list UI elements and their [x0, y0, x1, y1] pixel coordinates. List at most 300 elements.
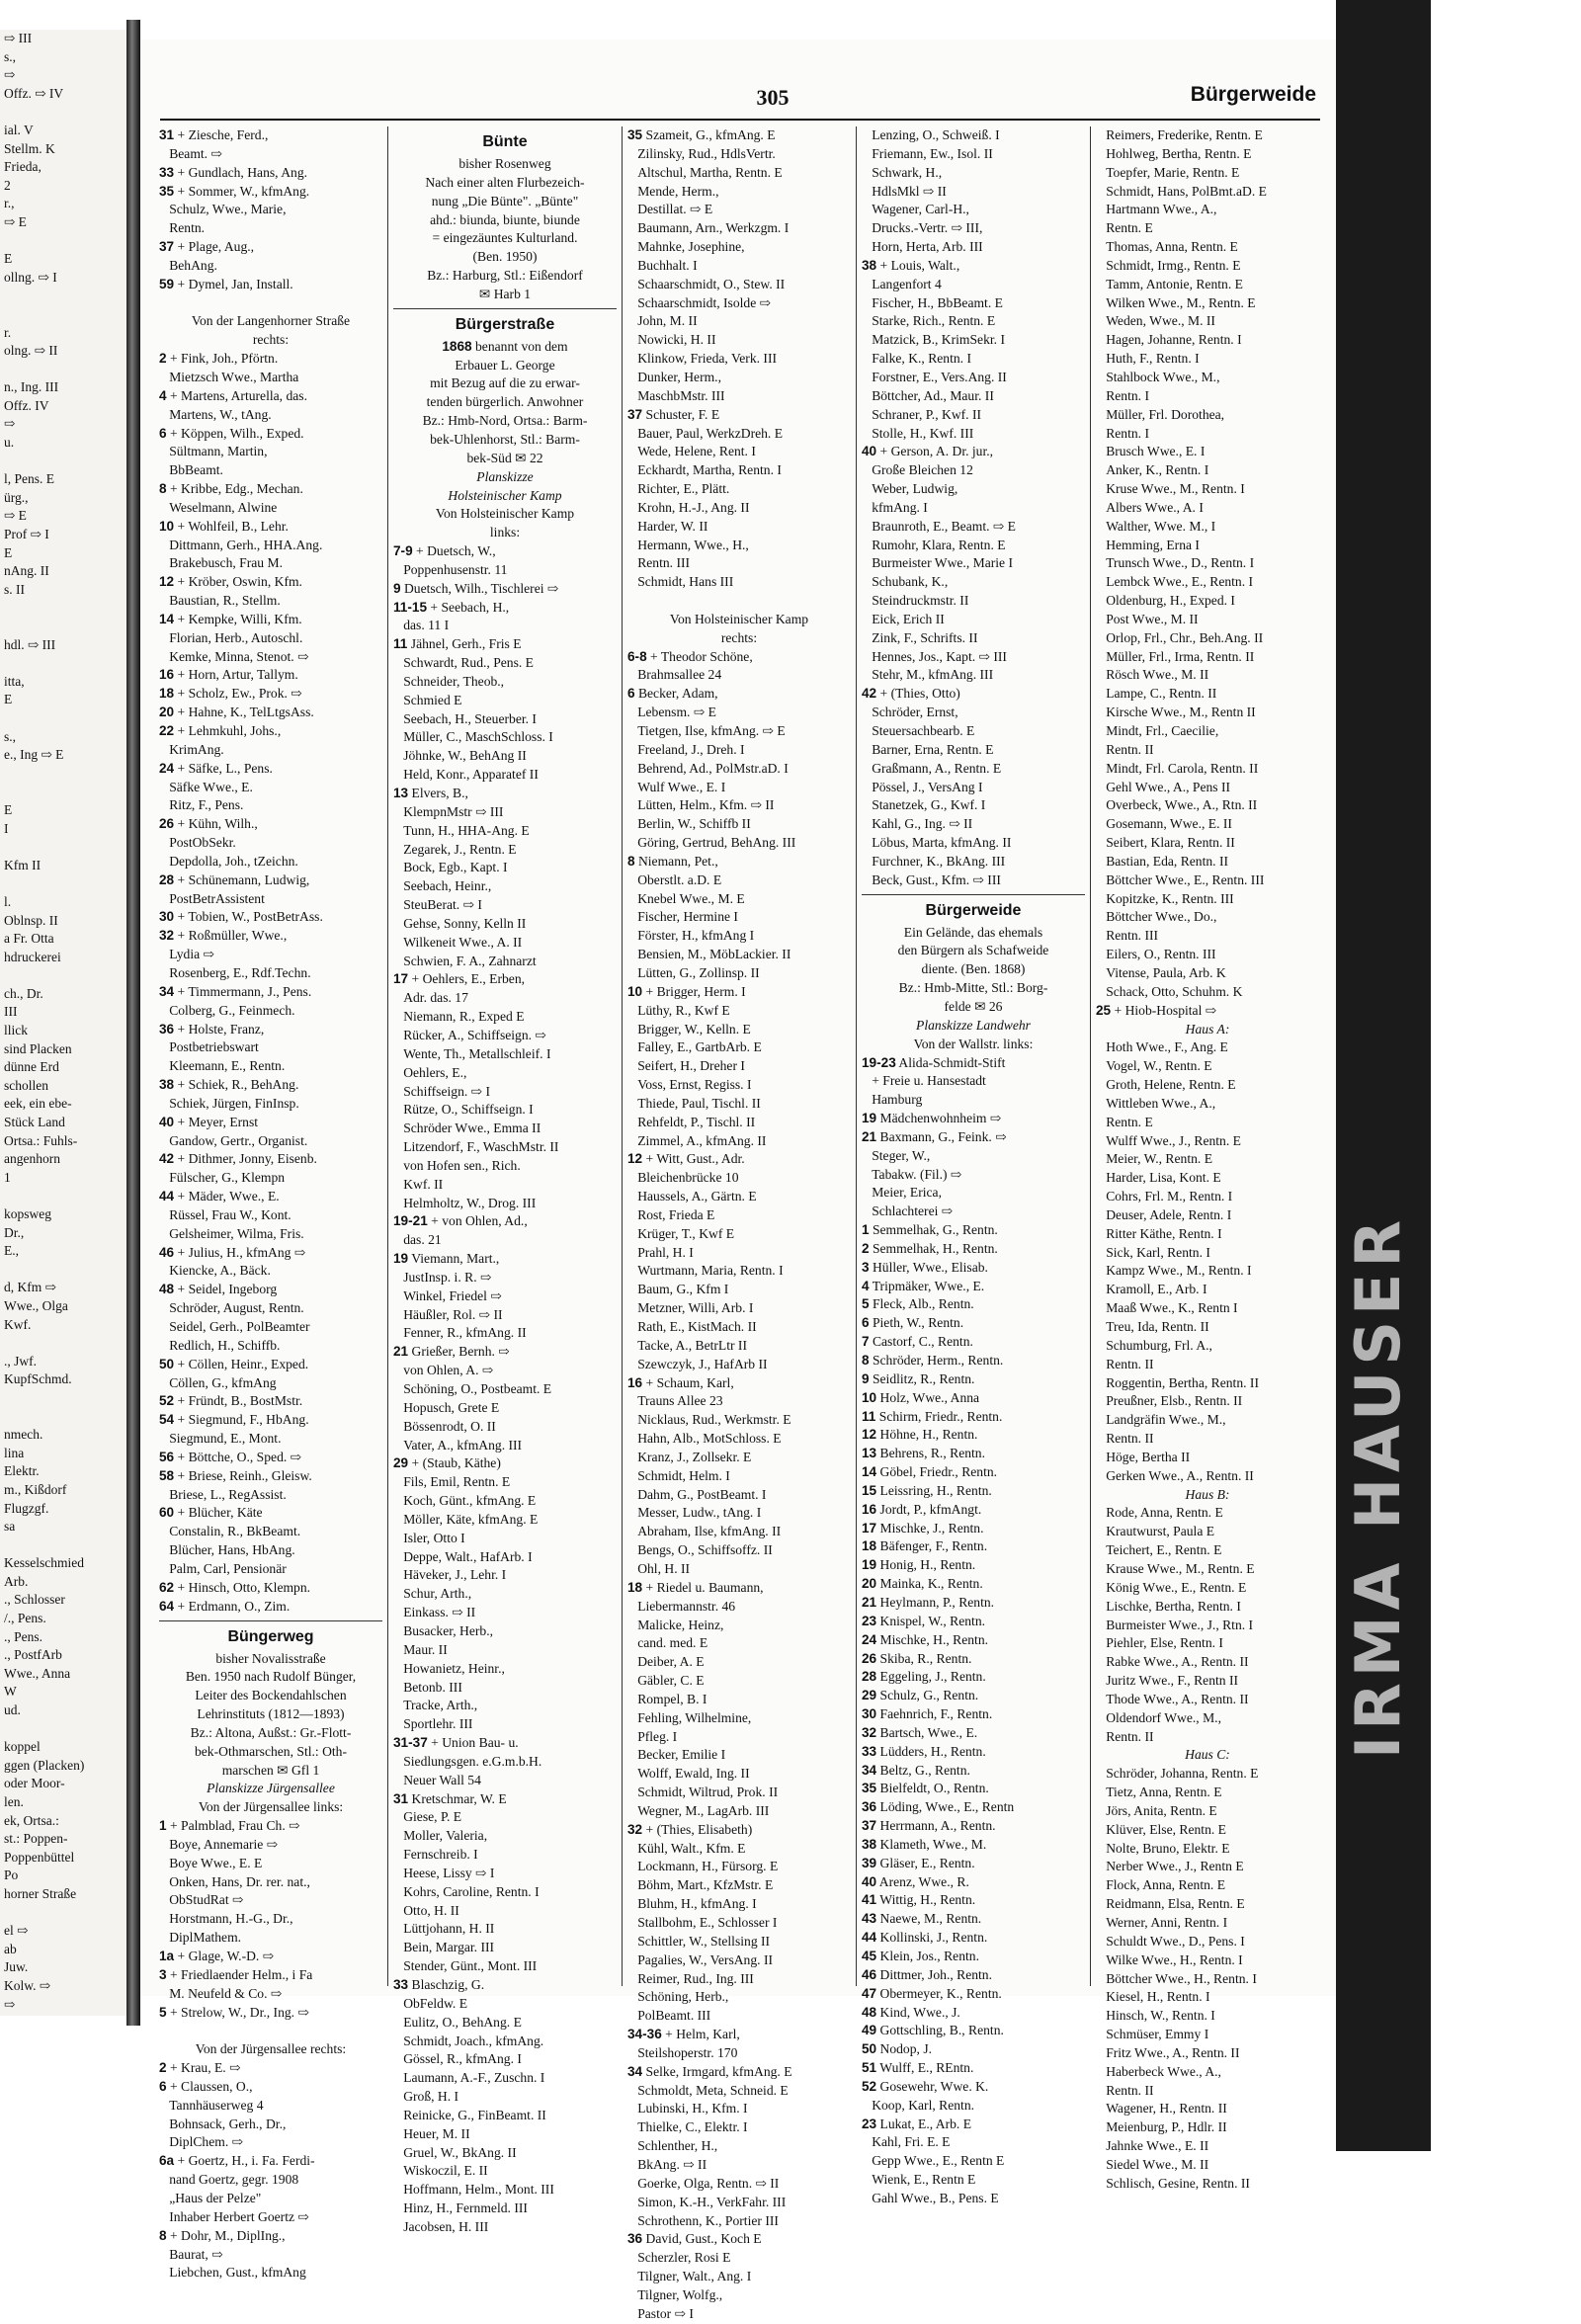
directory-entry: Bössenrodt, O. II [393, 1418, 496, 1434]
directory-entry: Thode Wwe., A., Rentn. II [1096, 1691, 1249, 1706]
street-note: rechts: [252, 332, 290, 348]
directory-columns [154, 126, 1324, 2321]
directory-entry: Fehling, Wilhelmine, [627, 1709, 752, 1725]
directory-entry: Friemann, Ew., Isol. II [862, 145, 993, 161]
directory-entry: Schumburg, Frl. A., [1096, 1337, 1212, 1353]
directory-entry: Große Bleichen 12 [862, 462, 973, 478]
directory-entry: Eilers, O., Rentn. III [1096, 947, 1216, 962]
street-note: nung „Die Bünte". „Bünte" [431, 193, 579, 208]
house-number: 34-36 [627, 2027, 662, 2042]
house-number: 59 [159, 276, 175, 291]
directory-entry: Tannhäuserweg 4 [159, 2097, 264, 2113]
directory-entry: Steindruckmstr. II [862, 593, 969, 609]
directory-entry: 8 Schröder, Herm., Rentn. [862, 1353, 1004, 1368]
left-page-line: Oblnsp. II [4, 912, 58, 928]
house-number: 19 [862, 1111, 877, 1126]
directory-entry: Huth, F., Rentn. I [1096, 351, 1200, 367]
directory-entry: Schiek, Jürgen, FinInsp. [159, 1095, 299, 1111]
directory-entry: 19-23 Alida-Schmidt-Stift [862, 1054, 1006, 1070]
directory-entry: Seebach, H., Steuerber. I [393, 710, 537, 726]
directory-entry: 29 + (Staub, Käthe) [393, 1455, 501, 1471]
house-number: 23 [862, 2116, 877, 2131]
directory-entry: Tabakw. (Fil.) ⇨ [862, 1166, 962, 1182]
directory-entry: Hinsch, W., Rentn. I [1096, 2008, 1215, 2024]
directory-entry: Vitense, Paula, Arb. K [1096, 964, 1226, 980]
house-number: 18 [862, 1538, 877, 1554]
directory-entry: Schulz, Wwe., Marie, [159, 202, 287, 217]
house-number: 62 [159, 1579, 175, 1595]
directory-entry: Schuldt Wwe., D., Pens. I [1096, 1933, 1245, 1949]
directory-entry: 33 Blaschzig, G. [393, 1977, 485, 1992]
left-page-line [0, 1904, 126, 1923]
left-page-line: Arb. [4, 1573, 29, 1589]
directory-entry: Reimer, Rud., Ing. III [627, 1970, 754, 1986]
directory-entry: 7-9 + Duetsch, W., [393, 543, 496, 559]
street-heading: Bürgerweide [862, 894, 1085, 924]
directory-entry: Hoth Wwe., F., Ang. E [1096, 1039, 1228, 1055]
directory-entry: Lütten, Helm., Kfm. ⇨ II [627, 797, 775, 813]
house-number: 40 [862, 444, 877, 459]
directory-entry: Rösch Wwe., M. II [1096, 667, 1209, 683]
directory-entry: Wiskoczil, E. II [393, 2163, 488, 2179]
directory-entry: Post Wwe., M. II [1096, 611, 1199, 626]
directory-entry: Rosenberg, E., Rdf.Techn. [159, 964, 311, 980]
directory-entry: 24 + Säfke, L., Pens. [159, 760, 273, 776]
directory-entry: Metzner, Willi, Arb. I [627, 1300, 754, 1316]
directory-entry: Richter, E., Plätt. [627, 481, 730, 497]
column-1 [154, 126, 387, 2281]
house-number: 39 [862, 1855, 877, 1870]
directory-entry: Baumann, Arn., Werkzgm. I [627, 220, 790, 236]
directory-entry: Howanietz, Heinr., [393, 1660, 505, 1676]
left-page-line: s., [4, 728, 17, 744]
directory-entry: 51 Wulff, E., REntn. [862, 2060, 974, 2076]
house-number: 23 [862, 1613, 877, 1628]
directory-entry: Destillat. ⇨ E [627, 202, 713, 217]
directory-entry: Falke, K., Rentn. I [862, 351, 972, 367]
directory-entry: Schmidt, Hans, PolBmt.aD. E [1096, 183, 1267, 199]
directory-entry: Langenfort 4 [862, 276, 942, 291]
directory-entry: Fischer, Hermine I [627, 909, 738, 925]
directory-entry: Baustian, R., Stellm. [159, 593, 281, 609]
section-note: Holsteinischer Kamp [448, 487, 562, 503]
directory-entry: Graßmann, A., Rentn. E [862, 760, 1002, 776]
house-number: 44 [159, 1189, 175, 1204]
left-page-line: ch., Dr. [4, 985, 43, 1001]
left-page-line [0, 1389, 126, 1408]
directory-entry: Tacke, A., BetrLtr II [627, 1337, 747, 1353]
directory-entry: Boye Wwe., E. E [159, 1855, 263, 1870]
directory-entry: Altschul, Martha, Rentn. E [627, 164, 783, 180]
directory-entry: Ohl, H. II [627, 1560, 691, 1576]
directory-entry: Vater, A., kfmAng. III [393, 1437, 523, 1452]
directory-entry: 46 Dittmer, Joh., Rentn. [862, 1966, 993, 1982]
directory-entry: cand. med. E [627, 1635, 708, 1651]
left-page-line: Poppenbüttel [4, 1849, 75, 1865]
directory-entry: 40 Arenz, Wwe., R. [862, 1873, 969, 1889]
directory-entry: Brakebusch, Frau M. [159, 555, 283, 571]
directory-entry: Böttcher Wwe., E., Rentn. III [1096, 872, 1265, 887]
directory-entry: Behrend, Ad., PolMstr.aD. I [627, 760, 789, 776]
directory-entry: Brusch Wwe., E. I [1096, 444, 1206, 459]
directory-entry: 10 + Brigger, Herm. I [627, 983, 746, 999]
directory-entry: Säfke Wwe., E. [159, 779, 253, 794]
house-number: 11 [862, 1408, 876, 1424]
directory-entry: 12 + Kröber, Oswin, Kfm. [159, 574, 302, 590]
directory-entry: 12 Höhne, H., Rentn. [862, 1427, 978, 1443]
directory-entry: Rentn. I [1096, 425, 1149, 441]
house-number: 13 [393, 786, 409, 800]
directory-entry: Gössel, R., kfmAng. I [393, 2051, 522, 2067]
directory-entry: + Freie u. Hansestadt [862, 1073, 986, 1089]
left-page-line: ggen (Placken) [4, 1757, 85, 1773]
directory-entry: 35 + Sommer, W., kfmAng. [159, 183, 310, 199]
house-number: 8 [627, 853, 635, 869]
house-number: 30 [862, 1706, 877, 1722]
directory-entry: Klinkow, Frieda, Verk. III [627, 351, 778, 367]
directory-entry: Schlisch, Gesine, Rentn. II [1096, 2175, 1250, 2191]
house-number: 11-15 [393, 599, 428, 615]
directory-entry: Thielke, C., Elektr. I [627, 2119, 748, 2135]
directory-entry: Wolff, Ewald, Ing. II [627, 1766, 750, 1782]
directory-entry: Rode, Anna, Rentn. E [1096, 1505, 1223, 1521]
directory-entry: Hartmann Wwe., A., [1096, 202, 1217, 217]
house-number: 37 [627, 406, 643, 422]
left-page-line: d, Kfm ⇨ [4, 1280, 56, 1295]
directory-entry: 34 Beltz, G., Rentn. [862, 1762, 970, 1778]
house-number: 35 [862, 1781, 877, 1796]
directory-entry: Mietzsch Wwe., Martha [159, 369, 299, 384]
street-note: Von der Jürgensallee rechts: [195, 2041, 347, 2057]
directory-entry: 12 + Witt, Gust., Adr. [627, 1151, 745, 1167]
directory-entry: Eckhardt, Martha, Rentn. I [627, 462, 782, 478]
directory-entry: 10 + Wohlfeil, B., Lehr. [159, 518, 289, 534]
house-number: 2 [159, 351, 167, 367]
house-number: 1 [159, 1818, 167, 1834]
directory-entry: Wilken Wwe., M., Rentn. E [1096, 294, 1256, 310]
directory-entry: Wienk, E., Rentn E [862, 2172, 976, 2188]
directory-entry: 21 Baxmann, G., Feink. ⇨ [862, 1128, 1007, 1144]
house-number: 8 [862, 1353, 870, 1368]
directory-entry: ObStudRat ⇨ [159, 1892, 244, 1908]
directory-entry: 8 Niemann, Pet., [627, 853, 718, 869]
directory-entry: Reinicke, G., FinBeamt. II [393, 2107, 546, 2122]
directory-entry: Kruse Wwe., M., Rentn. I [1096, 481, 1245, 497]
left-page-line [0, 599, 126, 618]
directory-entry: Hohlweg, Bertha, Rentn. E [1096, 145, 1252, 161]
directory-entry: 4 Tripmäker, Wwe., E. [862, 1278, 985, 1293]
directory-entry: Harder, Lisa, Kont. E [1096, 1170, 1221, 1186]
directory-entry: Bohnsack, Gerh., Dr., [159, 2116, 287, 2131]
directory-entry: kfmAng. I [862, 499, 928, 515]
left-page-line: Kwf. [4, 1316, 32, 1332]
directory-entry: Schraner, P., Kwf. II [862, 406, 982, 422]
directory-entry: 19 Honig, H., Rentn. [862, 1557, 976, 1573]
left-page-line: dünne Erd [4, 1059, 59, 1075]
left-page-line: E [4, 801, 13, 817]
directory-entry: Nicklaus, Rud., Werkmstr. E [627, 1412, 791, 1428]
house-number: 37 [862, 1818, 877, 1834]
directory-entry: Redlich, H., Schiffb. [159, 1337, 281, 1353]
directory-entry: Böhm, Mart., KfzMstr. E [627, 1877, 774, 1893]
left-page-line: ., Jwf. [4, 1353, 37, 1369]
directory-entry: Bleichenbrücke 10 [627, 1170, 739, 1186]
directory-entry: Gosemann, Wwe., E. II [1096, 816, 1232, 832]
directory-entry: Stanetzek, G., Kwf. I [862, 797, 986, 813]
house-number: 34 [627, 2063, 643, 2079]
left-page-line: Offz. IV [4, 397, 49, 413]
directory-entry: Ritz, F., Pens. [159, 797, 244, 813]
directory-entry: 1 Semmelhak, G., Rentn. [862, 1222, 998, 1238]
left-page-edge [0, 30, 128, 2016]
left-page-line: I [4, 820, 9, 836]
house-number: 3 [862, 1259, 870, 1275]
left-page-line: Dr., [4, 1224, 25, 1240]
street-heading: Bürgerstraße [393, 308, 617, 338]
left-page-line: ., PostfArb [4, 1647, 62, 1663]
left-page-line: ial. V [4, 122, 34, 137]
directory-entry: 32 Bartsch, Wwe., E. [862, 1724, 978, 1740]
directory-entry: 30 Faehnrich, F., Rentn. [862, 1706, 993, 1722]
directory-entry: Horstmann, H.-G., Dr., [159, 1911, 293, 1927]
directory-entry: Rentn. E [1096, 220, 1153, 236]
left-page-line: ab [4, 1941, 17, 1956]
directory-entry: Lenzing, O., Schweiß. I [862, 127, 1000, 142]
directory-entry: Moller, Valeria, [393, 1828, 488, 1844]
house-number: 33 [862, 1743, 877, 1759]
directory-entry: 34 + Timmermann, J., Pens. [159, 983, 312, 999]
street-note: mit Bezug auf die zu erwar- [430, 375, 580, 391]
directory-entry: Rüssel, Frau W., Kont. [159, 1206, 291, 1222]
house-number: 24 [862, 1631, 877, 1647]
left-page-line: 1 [4, 1169, 11, 1185]
directory-entry: 59 + Dymel, Jan, Install. [159, 276, 293, 291]
street-heading: Büngerweg [159, 1620, 382, 1650]
house-number: 34 [159, 983, 175, 999]
directory-entry: Rentn. II [1096, 741, 1154, 757]
house-number: 7 [862, 1334, 870, 1350]
directory-entry: 10 Holz, Wwe., Anna [862, 1389, 980, 1405]
directory-entry: Szewczyk, J., HafArb II [627, 1356, 768, 1371]
directory-entry: Schmidt, Joach., kfmAng. [393, 2033, 544, 2048]
house-number: 42 [862, 686, 877, 702]
directory-entry: Eulitz, O., BehAng. E [393, 2014, 522, 2030]
column-2 [387, 126, 622, 2234]
left-page-line [0, 1261, 126, 1280]
directory-entry: 18 Bäfenger, F., Rentn. [862, 1538, 988, 1554]
left-page-line: ⇨ [4, 1996, 16, 2012]
directory-entry: Braunroth, E., Beamt. ⇨ E [862, 518, 1016, 534]
directory-entry: Kirsche Wwe., M., Rentn II [1096, 705, 1256, 720]
directory-entry: 8 + Kribbe, Edg., Mechan. [159, 481, 303, 497]
directory-entry: Krause Wwe., M., Rentn. E [1096, 1560, 1255, 1576]
directory-entry: Bauer, Paul, WerkzDreh. E [627, 425, 784, 441]
directory-entry: 38 + Louis, Walt., [862, 257, 960, 273]
directory-entry: Deiber, A. E [627, 1654, 705, 1670]
directory-entry: Florian, Herb., Autoschl. [159, 629, 303, 645]
directory-entry: Forstner, E., Vers.Ang. II [862, 369, 1007, 384]
house-number: 50 [862, 2041, 877, 2057]
directory-entry: 1a + Glage, W.-D. ⇨ [159, 1949, 275, 1963]
directory-entry: Boye, Annemarie ⇨ [159, 1836, 279, 1852]
street-note: Ben. 1950 nach Rudolf Bünger, [185, 1669, 357, 1685]
directory-entry: Hemming, Erna I [1096, 537, 1200, 552]
left-page-line [0, 453, 126, 471]
directory-entry: Nolte, Bruno, Elektr. E [1096, 1840, 1230, 1856]
directory-entry: Bastian, Eda, Rentn. II [1096, 853, 1229, 869]
directory-entry: Rentn. [159, 220, 206, 236]
directory-entry: Wittleben Wwe., A., [1096, 1095, 1216, 1111]
house-number: 21 [862, 1128, 877, 1144]
left-page-line: E [4, 544, 13, 560]
directory-entry: 24 Mischke, H., Rentn. [862, 1631, 989, 1647]
directory-entry: Schwien, F. A., Zahnarzt [393, 953, 537, 968]
house-number: 10 [862, 1389, 877, 1405]
directory-entry: 47 Obermeyer, K., Rentn. [862, 1985, 1002, 2001]
directory-entry: Scherzler, Rosi E [627, 2250, 731, 2266]
left-page-line: ud. [4, 1702, 21, 1718]
left-page-line: l. [4, 893, 12, 909]
directory-entry: Schmied E [393, 692, 462, 707]
left-page-line: kopsweg [4, 1206, 51, 1221]
street-note: Bz.: Hmb-Mitte, Stl.: Borg- [898, 980, 1048, 996]
left-page-line: horner Straße [4, 1885, 77, 1901]
directory-entry: Schmidt, Helm. I [627, 1467, 730, 1483]
street-note: Von der Langenhorner Straße [191, 313, 351, 329]
directory-entry: Piehler, Else, Rentn. I [1096, 1635, 1223, 1651]
directory-entry: Onken, Hans, Dr. rer. nat., [159, 1873, 310, 1889]
directory-entry: 33 + Gundlach, Hans, Ang. [159, 164, 308, 180]
directory-entry: 25 + Hiob-Hospital ⇨ [1096, 1002, 1217, 1018]
directory-entry: Drucks.-Vertr. ⇨ III, [862, 220, 983, 236]
directory-entry: Möller, Käte, kfmAng. E [393, 1511, 539, 1527]
directory-entry: 50 Nodop, J. [862, 2041, 933, 2057]
house-number: 19 [862, 1557, 877, 1573]
directory-entry: Werner, Anni, Rentn. I [1096, 1915, 1228, 1930]
directory-entry: Roggentin, Bertha, Rentn. II [1096, 1374, 1259, 1390]
directory-entry: Winkel, Friedel ⇨ [393, 1287, 502, 1303]
directory-entry: von Hofen sen., Rich. [393, 1157, 521, 1173]
directory-entry: Oldenburg, H., Exped. I [1096, 593, 1235, 609]
directory-entry: Haussels, A., Gärtn. E [627, 1189, 757, 1204]
directory-entry: 3 Hüller, Wwe., Elisab. [862, 1259, 988, 1275]
directory-entry: Schmidt, Wiltrud, Prok. II [627, 1784, 779, 1800]
directory-entry: Wede, Helene, Rent. I [627, 444, 756, 459]
directory-entry: Barner, Erna, Rentn. E [862, 741, 994, 757]
directory-entry: 44 Kollinski, J., Rentn. [862, 1930, 988, 1946]
directory-entry: Maur. II [393, 1641, 448, 1657]
house-number: 29 [862, 1688, 877, 1703]
left-page-line [0, 654, 126, 673]
left-page-line: ., Schlosser [4, 1592, 65, 1608]
house-number: 37 [159, 239, 175, 255]
house-number: 48 [862, 2004, 877, 2020]
left-page-line: eek, ein ebe- [4, 1096, 72, 1112]
directory-entry: Liebchen, Gust., kfmAng [159, 2265, 306, 2281]
left-page-line: Stellm. K [4, 140, 55, 156]
house-number: 6 [862, 1315, 870, 1331]
directory-entry: Poppenhusenstr. 11 [393, 561, 508, 577]
street-note: marschen ✉ Gfl 1 [221, 1762, 320, 1778]
directory-entry: Rütze, O., Schiffseign. I [393, 1102, 534, 1118]
directory-entry: Niemann, R., Exped E [393, 1009, 525, 1025]
house-number: 40 [862, 1873, 877, 1889]
directory-entry [627, 592, 851, 611]
directory-entry: Kampz Wwe., M., Rentn. I [1096, 1263, 1252, 1279]
house-number: 43 [862, 1911, 877, 1927]
directory-entry: Gruel, W., BkAng. II [393, 2144, 517, 2160]
directory-entry: Schneider, Theob., [393, 673, 505, 689]
section-note: Haus C: [1185, 1747, 1230, 1763]
directory-entry: Kopitzke, K., Rentn. III [1096, 890, 1234, 906]
directory-entry: Brahmsallee 24 [627, 667, 722, 683]
directory-entry: Häveker, J., Lehr. I [393, 1567, 507, 1583]
directory-entry: 41 Wittig, H., Rentn. [862, 1892, 976, 1908]
directory-entry: Lebensm. ⇨ E [627, 705, 716, 720]
street-note: 1868 benannt von dem [442, 338, 568, 354]
directory-entry: Kiesel, H., Rentn. I [1096, 1989, 1210, 2005]
directory-entry: Baum, G., Kfm I [627, 1282, 729, 1297]
directory-entry: Mindt, Frl. Carola, Rentn. II [1096, 760, 1259, 776]
directory-entry: Lydia ⇨ [159, 947, 214, 962]
directory-entry: Neuer Wall 54 [393, 1772, 481, 1787]
left-page-line: r., [4, 196, 15, 211]
directory-entry: Pfleg. I [627, 1728, 678, 1744]
directory-entry: Gelsheimer, Wilma, Fris. [159, 1225, 304, 1241]
directory-entry: 17 Mischke, J., Rentn. [862, 1520, 984, 1536]
left-page-line: hdruckerei [4, 949, 61, 964]
left-page-line: sind Placken [4, 1040, 72, 1056]
directory-entry: Freeland, J., Dreh. I [627, 741, 745, 757]
street-note: (Ben. 1950) [472, 249, 538, 265]
directory-entry: Göring, Gertrud, BehAng. III [627, 835, 796, 851]
house-number: 8 [159, 481, 167, 497]
book-gutter [126, 20, 140, 2026]
house-number: 32 [627, 1821, 643, 1837]
street-note: Erbauer L. George [455, 357, 555, 373]
left-page-line: Kfm II [4, 857, 42, 872]
street-note: Lehrinstituts (1812—1893) [197, 1706, 345, 1722]
house-number: 12 [159, 574, 175, 590]
left-page-line [0, 1720, 126, 1739]
directory-entry: Schmoldt, Meta, Schneid. E [627, 2082, 789, 2098]
directory-entry: 5 + Strelow, W., Dr., Ing. ⇨ [159, 2004, 309, 2020]
directory-entry: Fenner, R., kfmAng. II [393, 1325, 527, 1341]
left-page-line [0, 838, 126, 857]
directory-entry: Falley, E., GartbArb. E [627, 1039, 762, 1055]
directory-entry: Rentn. I [1096, 387, 1149, 403]
house-number: 48 [159, 1282, 175, 1297]
house-number: 34 [862, 1762, 877, 1778]
directory-entry: Zink, F., Schrifts. II [862, 629, 978, 645]
directory-entry: Hoffmann, Helm., Mont. III [393, 2182, 554, 2198]
street-note: links: [489, 525, 521, 540]
directory-entry: Berlin, W., Schiffb II [627, 816, 751, 832]
street-note: diente. (Ben. 1868) [921, 961, 1026, 977]
house-number: 10 [159, 518, 175, 534]
directory-entry: Kleemann, E., Rentn. [159, 1058, 286, 1074]
directory-entry: Fils, Emil, Rentn. E [393, 1474, 511, 1490]
directory-entry: 45 Klein, Jos., Rentn. [862, 1949, 979, 1963]
house-number: 19-21 [393, 1213, 428, 1229]
directory-entry: 7 Castorf, C., Rentn. [862, 1334, 973, 1350]
house-number: 1 [862, 1222, 870, 1238]
house-number: 7-9 [393, 543, 413, 559]
directory-entry: Lockmann, H., Fürsorg. E [627, 1859, 779, 1874]
directory-entry: 52 + Fründt, B., BostMstr. [159, 1393, 303, 1409]
street-note: bisher Novalisstraße [215, 1650, 326, 1666]
directory-entry: Wurtmann, Maria, Rentn. I [627, 1263, 784, 1279]
